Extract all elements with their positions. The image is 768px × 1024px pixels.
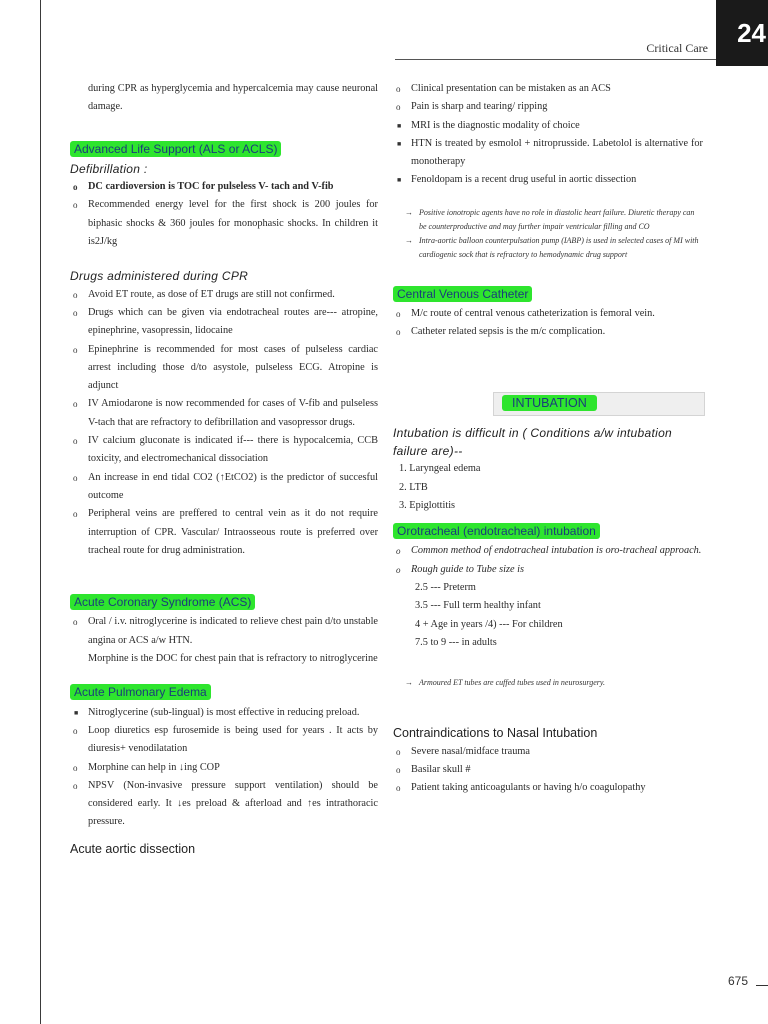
cvc-heading: Central Venous Catheter (393, 286, 532, 302)
list-item: o M/c route of central venous catheterization is femoral vein. (393, 305, 703, 323)
list-item: o An increase in end tidal CO2 (↑EtCO2) is the predictor of succesful outcome (70, 469, 378, 506)
page-margin-rule (40, 0, 41, 1024)
aortic-dissection-heading: Acute aortic dissection (70, 841, 196, 856)
acs-list (70, 613, 378, 650)
chapter-tab (716, 0, 768, 66)
list-item: o Rough guide to Tube size is (393, 561, 703, 579)
list-item: o Oral / i.v. nitroglycerine is indicated to relieve chest pain d/to unstable angina or ACS a/w HTN. (70, 613, 378, 650)
list-item: o DC cardioversion is TOC for pulseless V- tach and V-fib (70, 178, 378, 196)
list-item: o Pain is sharp and tearing/ ripping (393, 98, 703, 116)
page-number: 675 (727, 974, 748, 988)
tube-size-row: 4 + Age in years /4) --- For children (415, 618, 563, 630)
list-item: o Basilar skull # (393, 761, 703, 779)
chapter-number: 24 (737, 17, 766, 48)
intro-text: during CPR as hyperglycemia and hypercalcemia may cause neuronal damage. (88, 83, 378, 113)
drugs-subheading: Drugs administered during CPR (70, 269, 249, 284)
list-item: ■ Fenoldopam is a recent drug useful in aortic dissection (393, 171, 703, 189)
intubation-banner (493, 392, 705, 416)
nasal-list (393, 743, 703, 798)
list-item: ■ HTN is treated by esmolol + nitroprusside. Labetolol is alternative for monotherapy (393, 135, 703, 172)
drugs-list (70, 286, 378, 560)
ape-list (70, 704, 378, 832)
list-item: o Loop diuretics esp furosemide is being used for years . It acts by diuresis+ venodilatation (70, 722, 378, 759)
list-item: ■ Nitroglycerine (sub-lingual) is most effective in reducing preload. (70, 704, 378, 722)
als-list (70, 178, 378, 251)
intubation-subheading: Intubation is difficult in ( Conditions a/w intubation failure are)-- (393, 425, 673, 458)
cvc-list (393, 305, 703, 342)
tube-size-row: 7.5 to 9 --- in adults (415, 636, 497, 648)
acs-heading: Acute Coronary Syndrome (ACS) (70, 594, 255, 610)
list-item: o Patient taking anticoagulants or having h/o coagulopathy (393, 779, 703, 797)
acs-continuation: Morphine is the DOC for chest pain that is refractory to nitroglycerine (88, 653, 378, 665)
running-header: Critical Care (646, 41, 708, 55)
list-item: o Drugs which can be given via endotracheal routes are--- atropine, epinephrine, vasopressin, lidocaine (70, 304, 378, 341)
list-item: o Recommended energy level for the first shock is 200 joules for biphasic shocks & 360 joules for monophasic shocks. In children it is2J/kg (70, 196, 378, 251)
list-item: ■ MRI is the diagnostic modality of choice (393, 117, 703, 135)
list-item: o IV calcium gluconate is indicated if--- there is hypocalcemia, CCB toxicity, and electromechanical dissociation (70, 432, 378, 469)
als-heading: Advanced Life Support (ALS or ACLS) (70, 141, 281, 157)
list-item: o Morphine can help in ↓ing COP (70, 759, 378, 777)
orotracheal-heading: Orotracheal (endotracheal) intubation (393, 523, 600, 539)
list-item: o NPSV (Non-invasive pressure support ventilation) should be considered early. It ↓es preload & afterload and ↑es intrathoracic pressure. (70, 777, 378, 832)
aortic-dissection-list (393, 80, 703, 190)
left-column (70, 80, 378, 858)
orotracheal-list (393, 542, 703, 579)
tube-size-row: 3.5 --- Full term healthy infant (415, 600, 541, 612)
list-item: 2. LTB (399, 481, 428, 493)
tube-size-list (393, 579, 703, 652)
note: → Intra-aortic balloon counterpulsation pump (IABP) is used in selected cases of MI with cardiogenic sock that is refractory to hemodynamic drug support (393, 234, 703, 262)
nasal-heading: Contraindications to Nasal Intubation (393, 726, 598, 741)
list-item: 3. Epiglottitis (399, 499, 456, 511)
list-item: o Common method of endotracheal intubation is oro-tracheal approach. (393, 542, 703, 560)
list-item: o Epinephrine is recommended for most cases of pulseless cardiac arrest including those d/to asystole, pulseless ECG. Atropine is adjunct (70, 341, 378, 396)
right-column (393, 80, 703, 797)
defibrillation-subheading: Defibrillation : (70, 161, 148, 176)
list-item: o Avoid ET route, as dose of ET drugs are still not confirmed. (70, 286, 378, 304)
list-item: 1. Laryngeal edema (399, 463, 481, 475)
list-item: o Catheter related sepsis is the m/c complication. (393, 323, 703, 341)
list-item: o IV Amiodarone is now recommended for cases of V-fib and pulseless V-tach that are refractory to defibrillation and vasopressor drugs. (70, 395, 378, 432)
list-item: o Clinical presentation can be mistaken as an ACS (393, 80, 703, 98)
intubation-heading: INTUBATION (502, 395, 597, 411)
list-item: o Severe nasal/midface trauma (393, 743, 703, 761)
header-rule (395, 59, 716, 60)
note: → Positive ionotropic agents have no role in diastolic heart failure. Diuretic therapy can be counterproductive and may further impair ventricular filling and CO (393, 206, 703, 234)
note: → Armoured ET tubes are cuffed tubes used in neurosurgery. (393, 676, 703, 690)
ape-heading: Acute Pulmonary Edema (70, 684, 211, 700)
tube-size-row: 2.5 --- Preterm (415, 582, 476, 594)
intubation-list (393, 460, 703, 515)
list-item: o Peripheral veins are preffered to central vein as it do not require interruption of CPR. Vascular/ Intraosseous route is preferred over tracheal route for drug administration. (70, 505, 378, 560)
